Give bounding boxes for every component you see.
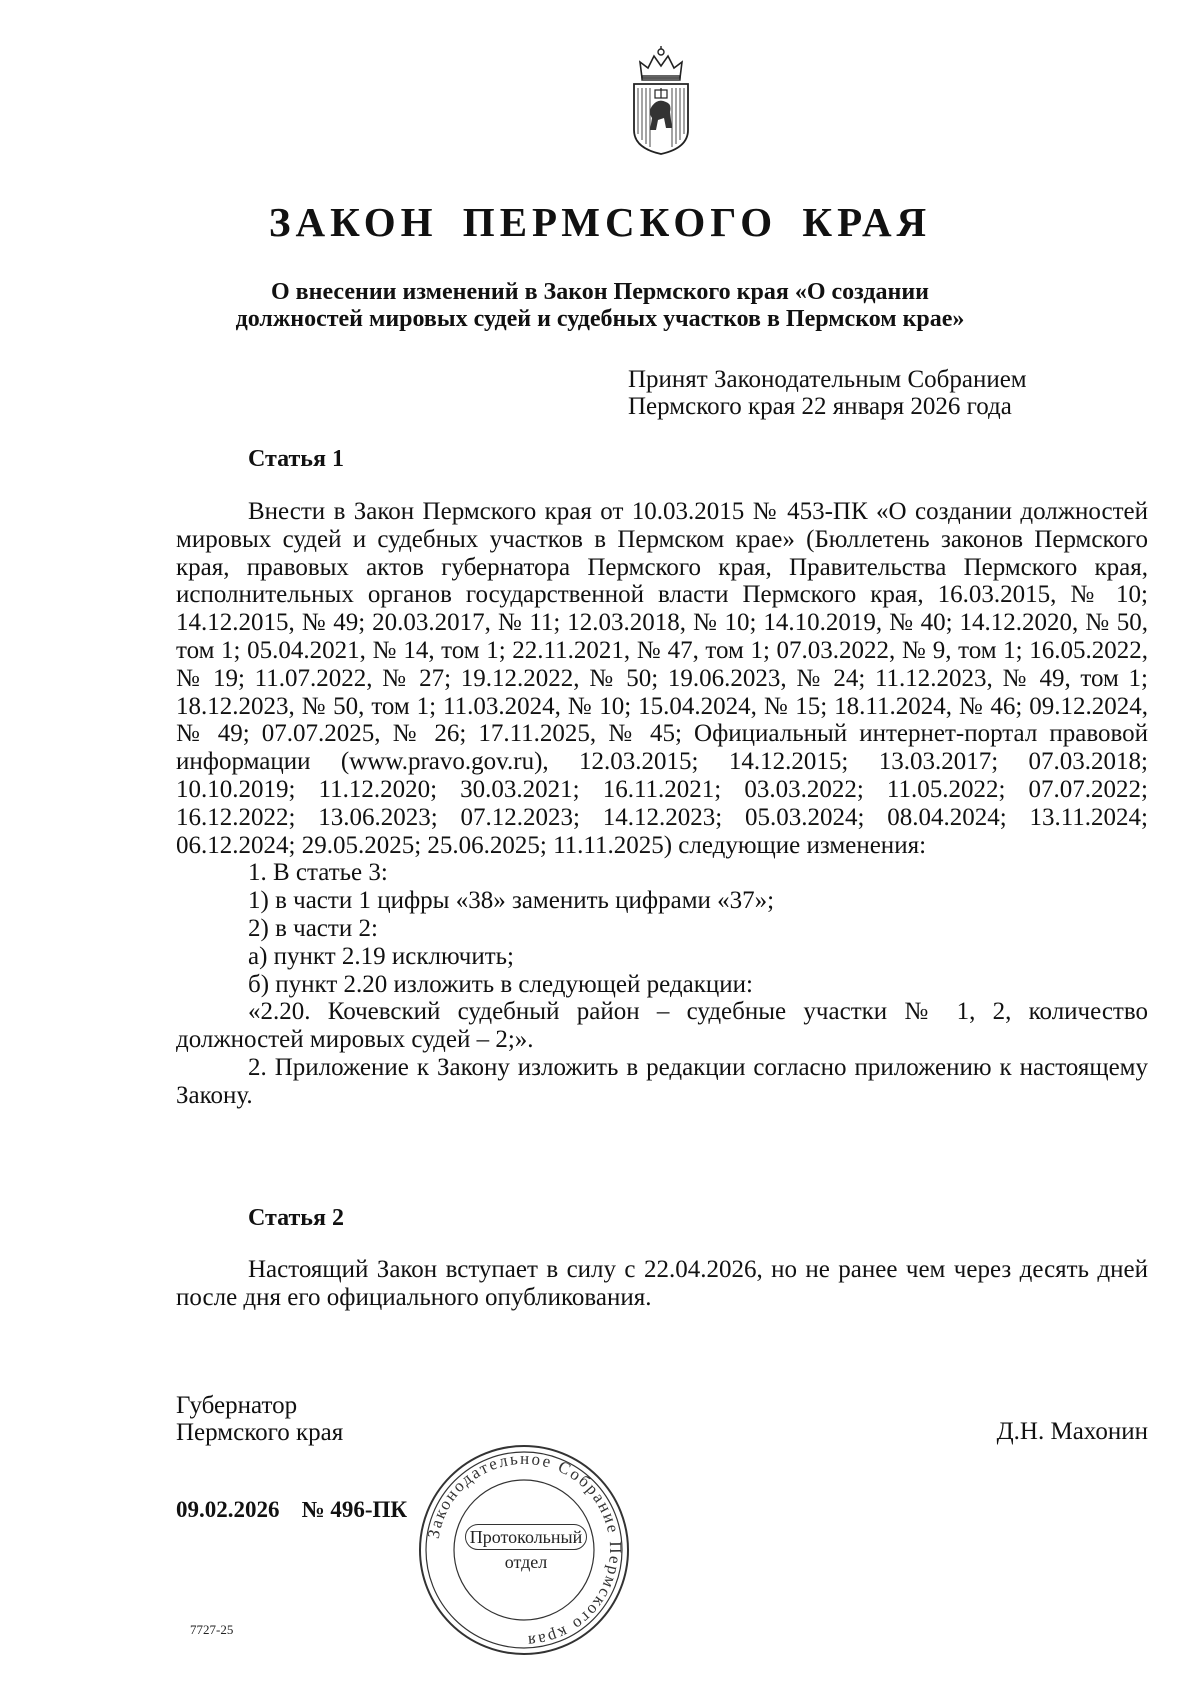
article-1-item-1-2a: а) пункт 2.19 исключить; bbox=[248, 942, 514, 970]
document-subtitle bbox=[0, 279, 1200, 333]
document-title: ЗАКОН ПЕРМСКОГО КРАЯ bbox=[268, 199, 932, 245]
article-1-heading: Статья 1 bbox=[248, 446, 344, 472]
law-number: № 496-ПК bbox=[301, 1497, 408, 1522]
article-1-intro: Внести в Закон Пермского края от 10.03.2015 № 453-ПК «О создании должностей мировых судей и судебных участков в Пермском крае» (Бюллетень законов Пермского края, правовых актов губернатора Пермского края, Правительства Пермского края, исполнительных органов государственной власти Пермского края, 16.03.2015, № 10; 14.12.2015, № 49; 20.03.2017, № 11; 12.03.2018, № 10; 14.10.2019, № 40; 14.12.2020, № 50, том 1; 05.04.2021, № 14, том 1; 22.11.2021, № 47, том 1; 07.03.2022, № 9, том 1; 16.05.2022, № 19; 11.07.2022, № 27; 19.12.2022, № 50; 19.06.2023, № 24; 11.12.2023, № 49, том 1; 18.12.2023, № 50, том 1; 11.03.2024, № 10; 15.04.2024, № 15; 18.11.2024, № 46; 09.12.2024, № 49; 07.07.2025, № 26; 17.11.2025, № 45; Официальный интернет-портал правовой информации (www.pravo.gov.ru), 12.03.2015; 14.12.2015; 13.03.2017; 07.03.2018; 10.10.2019; 11.12.2020; 30.03.2021; 16.11.2021; 03.03.2022; 11.05.2022; 07.07.2022; 16.12.2022; 13.06.2023; 07.12.2023; 14.12.2023; 05.03.2024; 08.04.2024; 13.11.2024; 06.12.2024; 29.05.2025; 25.06.2025; 11.11.2025) следующие изменения: bbox=[176, 498, 1148, 859]
article-1-item-1-2b: б) пункт 2.20 изложить в следующей редакции: bbox=[248, 970, 753, 998]
adoption-note bbox=[628, 366, 1148, 420]
signatory-name: Д.Н. Махонин bbox=[996, 1418, 1148, 1445]
signatory-position bbox=[176, 1392, 343, 1446]
position-line-1: Губернатор bbox=[176, 1392, 298, 1419]
document-code: 7727-25 bbox=[190, 1622, 234, 1637]
article-1-item-2: 2. Приложение к Закону изложить в редакции согласно приложению к настоящему Закону. bbox=[176, 1053, 1148, 1109]
article-2-heading: Статья 2 bbox=[248, 1205, 344, 1231]
stamp-ring-text: Законодательное Собрание Пермского края bbox=[423, 1448, 626, 1652]
position-line-2: Пермского края bbox=[176, 1419, 344, 1446]
stamp-center-line-1: Протокольный bbox=[465, 1524, 588, 1550]
article-1-item-1-2: 2) в части 2: bbox=[248, 914, 378, 942]
law-date: 09.02.2026 bbox=[176, 1497, 280, 1522]
article-1-item-1: 1. В статье 3: bbox=[248, 859, 388, 887]
article-2-body bbox=[176, 1256, 1148, 1312]
article-1-item-1-1: 1) в части 1 цифры «38» заменить цифрами «37»; bbox=[248, 887, 775, 915]
law-registration bbox=[176, 1497, 429, 1523]
subtitle-line-2: должностей мировых судей и судебных участков в Пермском крае» bbox=[235, 306, 965, 332]
adoption-line-1: Принят Законодательным Собранием bbox=[628, 366, 1027, 393]
adoption-line-2: Пермского края 22 января 2026 года bbox=[628, 393, 1012, 420]
article-2-text: Настоящий Закон вступает в силу с 22.04.2026, но не ранее чем через десять дней после дня его официального опубликования. bbox=[176, 1256, 1148, 1311]
article-1-body bbox=[176, 498, 1148, 1110]
article-1-quote: «2.20. Кочевский судебный район – судебные участки № 1, 2, количество должностей мировых судей – 2;». bbox=[176, 998, 1148, 1054]
coat-of-arms-icon bbox=[628, 44, 694, 156]
stamp-center bbox=[452, 1524, 600, 1574]
subtitle-line-1: О внесении изменений в Закон Пермского края «О создании bbox=[271, 279, 929, 305]
stamp-center-line-2: отдел bbox=[504, 1552, 548, 1572]
